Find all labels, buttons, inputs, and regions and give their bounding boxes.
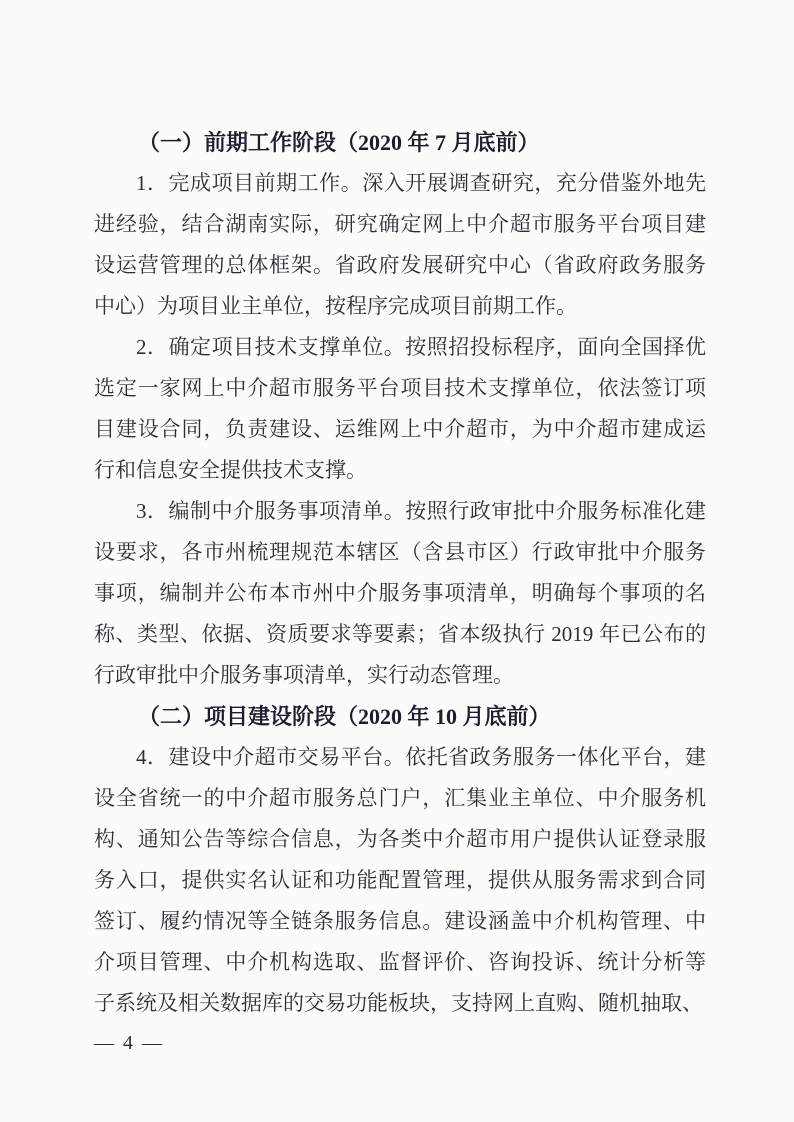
text-line: 设要求，各市州梳理规范本辖区（含县市区）行政审批中介服务 bbox=[94, 540, 706, 564]
section-heading: （二）项目建设阶段（2020 年 10 月底前） bbox=[138, 704, 551, 729]
text-line: 设运营管理的总体框架。省政府发展研究中心（省政府政务服务 bbox=[94, 253, 706, 277]
text-line: 2．确定项目技术支撑单位。按照招投标程序，面向全国择优 bbox=[136, 335, 706, 359]
text-line: 1．完成项目前期工作。深入开展调查研究，充分借鉴外地先 bbox=[136, 171, 706, 195]
section-heading: （一）前期工作阶段（2020 年 7 月底前） bbox=[138, 130, 540, 155]
document-body bbox=[94, 122, 706, 1024]
text-line: 行和信息安全提供技术支撑。 bbox=[94, 458, 367, 482]
text-line: 构、通知公告等综合信息，为各类中介超市用户提供认证登录服 bbox=[94, 827, 706, 851]
text-line: 事项，编制并公布本市州中介服务事项清单，明确每个事项的名 bbox=[94, 581, 706, 605]
page-number: — 4 — bbox=[94, 1032, 164, 1054]
text-line: 进经验，结合湖南实际，研究确定网上中介超市服务平台项目建 bbox=[94, 212, 706, 236]
text-line: 3．编制中介服务事项清单。按照行政审批中介服务标准化建 bbox=[136, 499, 706, 523]
text-line: 4．建设中介超市交易平台。依托省政务服务一体化平台，建 bbox=[136, 745, 706, 769]
text-line: 介项目管理、中介机构选取、监督评价、咨询投诉、统计分析等 bbox=[94, 950, 706, 974]
text-line: 选定一家网上中介超市服务平台项目技术支撑单位，依法签订项 bbox=[94, 376, 706, 400]
text-line: 中心）为项目业主单位，按程序完成项目前期工作。 bbox=[94, 294, 577, 318]
text-line: 目建设合同，负责建设、运维网上中介超市，为中介超市建成运 bbox=[94, 417, 706, 441]
text-line: 子系统及相关数据库的交易功能板块，支持网上直购、随机抽取、 bbox=[94, 991, 703, 1015]
text-line: 签订、履约情况等全链条服务信息。建设涵盖中介机构管理、中 bbox=[94, 909, 706, 933]
text-line: 称、类型、依据、资质要求等要素；省本级执行 2019 年已公布的 bbox=[94, 622, 706, 646]
text-line: 设全省统一的中介超市服务总门户，汇集业主单位、中介服务机 bbox=[94, 786, 706, 810]
text-line: 行政审批中介服务事项清单，实行动态管理。 bbox=[94, 663, 514, 687]
text-line: 务入口，提供实名认证和功能配置管理，提供从服务需求到合同 bbox=[94, 868, 706, 892]
